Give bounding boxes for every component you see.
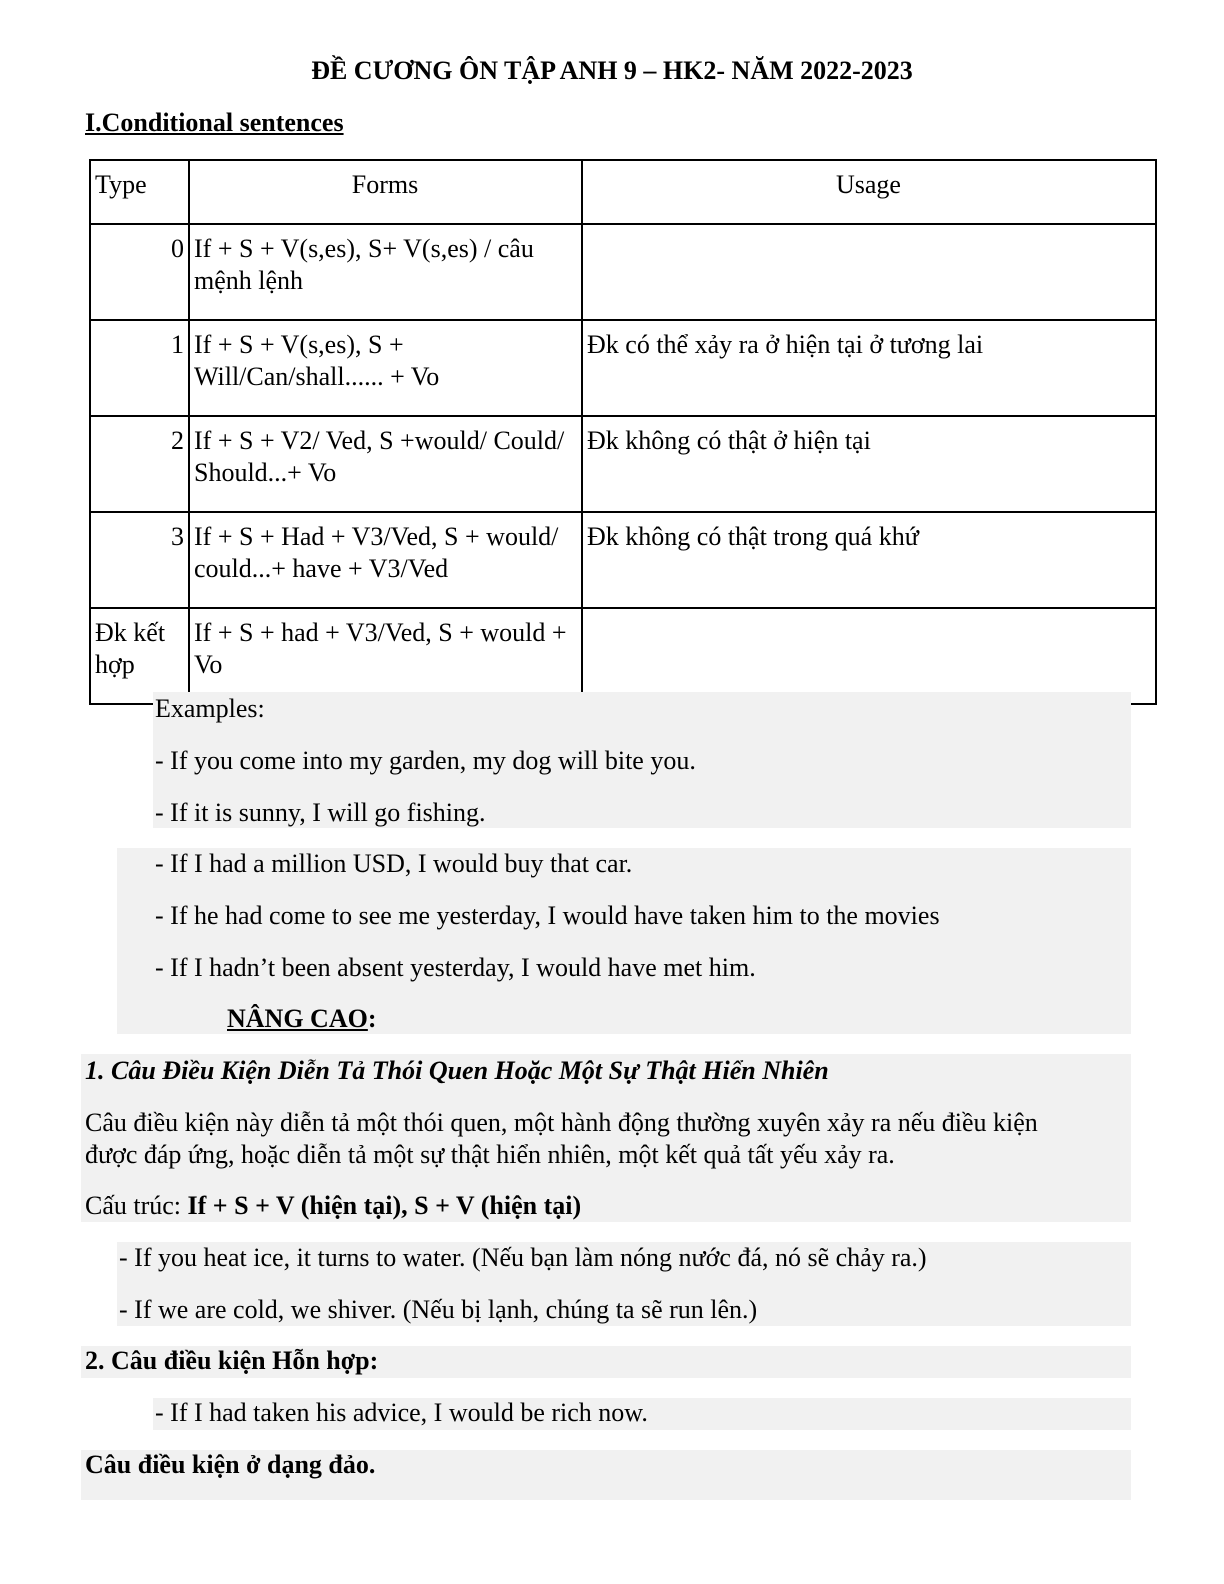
cell-form: If + S + Had + V3/Ved, S + would/ could...+ have + V3/Ved — [189, 512, 582, 608]
mixed-example: - If I had taken his advice, I would be rich now. — [155, 1398, 648, 1427]
cell-usage: Đk không có thật trong quá khứ — [582, 512, 1156, 608]
example-item: - If you come into my garden, my dog will bite you. — [155, 746, 696, 775]
example-item: - If it is sunny, I will go fishing. — [155, 798, 486, 827]
cell-usage — [582, 224, 1156, 320]
example-item: - If I had a million USD, I would buy that car. — [155, 849, 633, 878]
table-row — [90, 512, 1156, 608]
habit-heading: 1. Câu Điều Kiện Diễn Tả Thói Quen Hoặc Một Sự Thật Hiển Nhiên — [85, 1056, 829, 1085]
cell-usage: Đk không có thật ở hiện tại — [582, 416, 1156, 512]
example-item: - If I hadn’t been absent yesterday, I would have met him. — [155, 953, 756, 982]
example-item: - If he had come to see me yesterday, I would have taken him to the movies — [155, 901, 940, 930]
cell-form: If + S + V(s,es), S + Will/Can/shall...... + Vo — [189, 320, 582, 416]
table-row — [90, 224, 1156, 320]
cell-type: Đk kết hợp — [90, 608, 189, 704]
cell-type: 0 — [90, 224, 189, 320]
cell-form: If + S + V(s,es), S+ V(s,es) / câu mệnh lệnh — [189, 224, 582, 320]
advanced-label: NÂNG CAO — [227, 1004, 368, 1033]
section-heading-conditional: I.Conditional sentences — [85, 108, 344, 137]
table-row — [90, 320, 1156, 416]
structure-label: Cấu trúc: — [85, 1191, 188, 1220]
examples-label: Examples: — [155, 694, 265, 723]
cell-type: 1 — [90, 320, 189, 416]
page-title: ĐỀ CƯƠNG ÔN TẬP ANH 9 – HK2- NĂM 2022-2023 — [311, 56, 913, 85]
cell-form: If + S + had + V3/Ved, S + would + Vo — [189, 608, 582, 704]
advanced-colon: : — [367, 1004, 377, 1033]
header-forms: Forms — [189, 160, 582, 224]
habit-example: - If we are cold, we shiver. (Nếu bị lạnh, chúng ta sẽ run lên.) — [119, 1295, 758, 1324]
header-type: Type — [90, 160, 189, 224]
habit-structure — [85, 1191, 581, 1221]
table-header-row — [90, 160, 1156, 224]
conditional-table — [89, 159, 1157, 705]
cell-type: 3 — [90, 512, 189, 608]
advanced-heading — [227, 1004, 377, 1034]
table-row — [90, 608, 1156, 704]
mixed-heading: 2. Câu điều kiện Hỗn hợp: — [85, 1346, 379, 1375]
habit-desc-line-2: được đáp ứng, hoặc diễn tả một sự thật hiển nhiên, một kết quả tất yếu xảy ra. — [85, 1140, 895, 1169]
inversion-heading: Câu điều kiện ở dạng đảo. — [85, 1450, 376, 1479]
habit-desc-line-1: Câu điều kiện này diễn tả một thói quen, một hành động thường xuyên xảy ra nếu điều kiện — [85, 1108, 1038, 1137]
structure-formula: If + S + V (hiện tại), S + V (hiện tại) — [187, 1191, 582, 1220]
cell-form: If + S + V2/ Ved, S +would/ Could/ Should...+ Vo — [189, 416, 582, 512]
habit-example: - If you heat ice, it turns to water. (Nếu bạn làm nóng nước đá, nó sẽ chảy ra.) — [119, 1243, 927, 1272]
cell-usage: Đk có thể xảy ra ở hiện tại ở tương lai — [582, 320, 1156, 416]
cell-type: 2 — [90, 416, 189, 512]
cell-usage — [582, 608, 1156, 704]
table-row — [90, 416, 1156, 512]
header-usage: Usage — [582, 160, 1156, 224]
